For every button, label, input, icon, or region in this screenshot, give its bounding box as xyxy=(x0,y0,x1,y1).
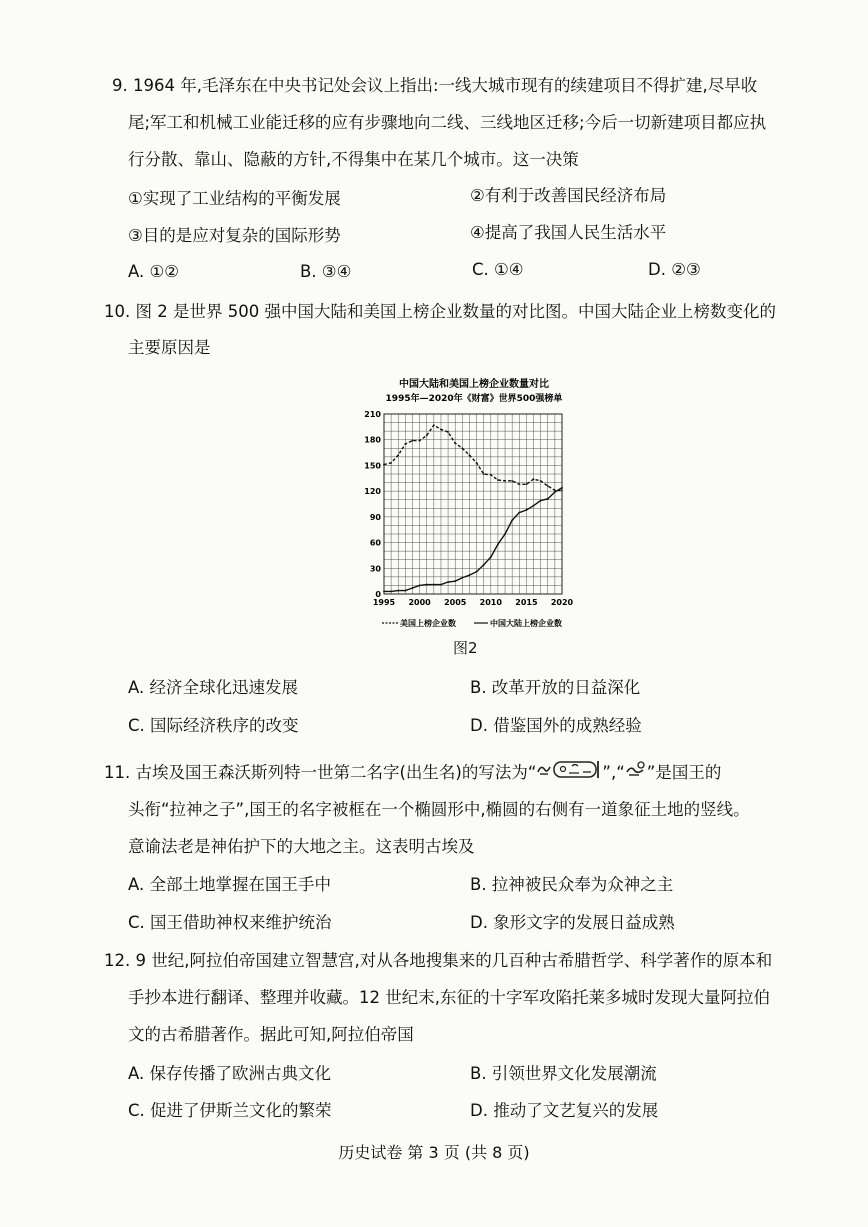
data-point xyxy=(419,440,421,442)
q12-option-b[interactable]: B. 引领世界文化发展潮流 xyxy=(470,1064,657,1083)
q11-stem-part-b: ”,“ xyxy=(602,763,625,782)
data-point xyxy=(483,473,485,475)
q11-stem-part-c: ”是国王的 xyxy=(646,763,722,782)
y-tick-label: 30 xyxy=(369,564,381,574)
q11-option-c[interactable]: C. 国王借助神权来维护统治 xyxy=(128,913,332,932)
data-point xyxy=(511,480,513,482)
y-tick-label: 210 xyxy=(364,410,381,419)
data-point xyxy=(476,571,478,573)
y-tick-label: 150 xyxy=(364,461,381,471)
data-point xyxy=(547,498,549,500)
q11-stem-line-1 xyxy=(104,760,721,787)
data-point xyxy=(533,505,535,507)
q9-stem-line-2: 尾;军工和机械工业能迁移的应有步骤地向二线、三线地区迁移;今后一切新建项目都应执 xyxy=(128,113,767,132)
data-point xyxy=(497,543,499,545)
q12-option-a[interactable]: A. 保存传播了欧洲古典文化 xyxy=(128,1064,331,1083)
data-point xyxy=(533,478,535,480)
data-point xyxy=(433,584,435,586)
data-point xyxy=(426,584,428,586)
data-point xyxy=(454,580,456,582)
y-tick-label: 60 xyxy=(369,538,381,548)
series-line-china xyxy=(384,488,562,592)
data-point xyxy=(404,443,406,445)
q10-option-c[interactable]: C. 国际经济秩序的改变 xyxy=(128,716,299,735)
x-tick-label: 2005 xyxy=(444,598,467,607)
q11-option-d[interactable]: D. 象形文字的发展日益成熟 xyxy=(470,913,675,932)
data-point xyxy=(511,519,513,521)
q12-option-d[interactable]: D. 推动了文艺复兴的发展 xyxy=(470,1101,659,1120)
data-point xyxy=(447,581,449,583)
q9-statement-1: ①实现了工业结构的平衡发展 xyxy=(128,189,341,208)
y-tick-label: 0 xyxy=(375,590,381,599)
data-point xyxy=(483,564,485,566)
data-point xyxy=(404,590,406,592)
data-point xyxy=(497,479,499,481)
data-point xyxy=(469,574,471,576)
data-point xyxy=(412,440,414,442)
q12-stem-line-2: 手抄本进行翻译、整理并收藏。12 世纪末,东征的十字军攻陷托莱多城时发现大量阿拉伯 xyxy=(128,988,770,1007)
data-point xyxy=(504,480,506,482)
data-point xyxy=(476,462,478,464)
data-point xyxy=(433,424,435,426)
data-point xyxy=(561,487,563,489)
legend-label-china: 中国大陆上榜企业数 xyxy=(490,619,562,628)
data-point xyxy=(540,500,542,502)
page-footer: 历史试卷 第 3 页 (共 8 页) xyxy=(338,1143,530,1162)
y-tick-label: 120 xyxy=(364,487,381,497)
x-tick-label: 2020 xyxy=(550,598,574,607)
data-point xyxy=(461,447,463,449)
q10-stem-line-1: 10. 图 2 是世界 500 强中国大陆和美国上榜企业数量的对比图。中国大陆企业上榜数变化的 xyxy=(104,302,776,321)
q10-option-d[interactable]: D. 借鉴国外的成熟经验 xyxy=(470,716,642,735)
chart-subtitle: 1995年—2020年《财富》世界500强榜单 xyxy=(385,394,563,404)
q9-option-d[interactable]: D. ②③ xyxy=(648,260,701,279)
son-of-ra-hieroglyph-icon xyxy=(625,760,647,787)
q11-stem-part-a: 11. 古埃及国王森沃斯列特一世第二名字(出生名)的写法为“ xyxy=(104,763,537,782)
data-point xyxy=(390,591,392,593)
data-point xyxy=(390,462,392,464)
data-point xyxy=(447,431,449,433)
chart-title: 中国大陆和美国上榜企业数量对比 xyxy=(399,379,549,390)
data-point xyxy=(397,454,399,456)
data-point xyxy=(412,587,414,589)
q12-stem-line-1: 12. 9 世纪,阿拉伯帝国建立智慧宫,对从各地搜集来的几百种古希腊哲学、科学著作的原本和 xyxy=(104,951,773,970)
data-point xyxy=(526,509,528,511)
data-point xyxy=(426,435,428,437)
data-point xyxy=(518,483,520,485)
q11-option-a[interactable]: A. 全部土地掌握在国王手中 xyxy=(128,875,331,894)
q9-option-a[interactable]: A. ①② xyxy=(128,262,180,281)
q9-statement-4: ④提高了我国人民生活水平 xyxy=(470,223,667,242)
data-point xyxy=(526,483,528,485)
q12-option-c[interactable]: C. 促进了伊斯兰文化的繁荣 xyxy=(128,1101,332,1120)
data-point xyxy=(561,489,563,491)
series-line-us xyxy=(384,425,562,490)
x-tick-label: 1995 xyxy=(372,598,396,607)
q10-stem-line-2: 主要原因是 xyxy=(128,338,211,357)
data-point xyxy=(469,454,471,456)
q11-stem-line-2: 头衔“拉神之子”,国王的名字被框在一个椭圆形中,椭圆的右侧有一道象征土地的竖线。 xyxy=(128,800,750,819)
q9-option-b[interactable]: B. ③④ xyxy=(300,262,352,281)
x-tick-label: 2000 xyxy=(408,598,431,607)
q9-option-c[interactable]: C. ①④ xyxy=(472,260,524,279)
x-tick-label: 2010 xyxy=(479,598,502,607)
q11-stem-line-3: 意谕法老是神佑护下的大地之主。这表明古埃及 xyxy=(128,837,475,856)
y-tick-label: 90 xyxy=(369,512,381,522)
data-point xyxy=(440,429,442,431)
data-point xyxy=(490,474,492,476)
q9-stem-line-3: 行分散、靠山、隐蔽的方针,不得集中在某几个城市。这一决策 xyxy=(128,150,579,169)
data-point xyxy=(504,533,506,535)
q9-stem-line-1: 9. 1964 年,毛泽东在中央书记处会议上指出:一线大城市现有的续建项目不得扩建,尽早收 xyxy=(112,76,758,95)
figure-2-chart xyxy=(358,374,590,636)
data-point xyxy=(490,556,492,558)
data-point xyxy=(440,584,442,586)
data-point xyxy=(383,464,385,466)
data-point xyxy=(540,480,542,482)
chart-svg xyxy=(358,374,590,636)
data-point xyxy=(397,590,399,592)
x-tick-label: 2015 xyxy=(515,598,538,607)
cartouche-hieroglyph-icon xyxy=(536,760,602,787)
data-point xyxy=(547,485,549,487)
y-tick-label: 180 xyxy=(364,435,381,445)
q12-stem-line-3: 文的古希腊著作。据此可知,阿拉伯帝国 xyxy=(128,1025,414,1044)
legend-label-us: 美国上榜企业数 xyxy=(400,619,456,628)
q10-option-b[interactable]: B. 改革开放的日益深化 xyxy=(470,678,641,697)
data-point xyxy=(454,442,456,444)
q11-option-b[interactable]: B. 拉神被民众奉为众神之主 xyxy=(470,875,674,894)
data-point xyxy=(461,577,463,579)
data-point xyxy=(518,512,520,514)
q9-statement-2: ②有利于改善国民经济布局 xyxy=(470,186,667,205)
data-point xyxy=(554,491,556,493)
q10-option-a[interactable]: A. 经济全球化迅速发展 xyxy=(128,678,298,697)
q9-statement-3: ③目的是应对复杂的国际形势 xyxy=(128,226,341,245)
figure-caption: 图2 xyxy=(453,639,478,657)
data-point xyxy=(383,591,385,593)
data-point xyxy=(419,585,421,587)
